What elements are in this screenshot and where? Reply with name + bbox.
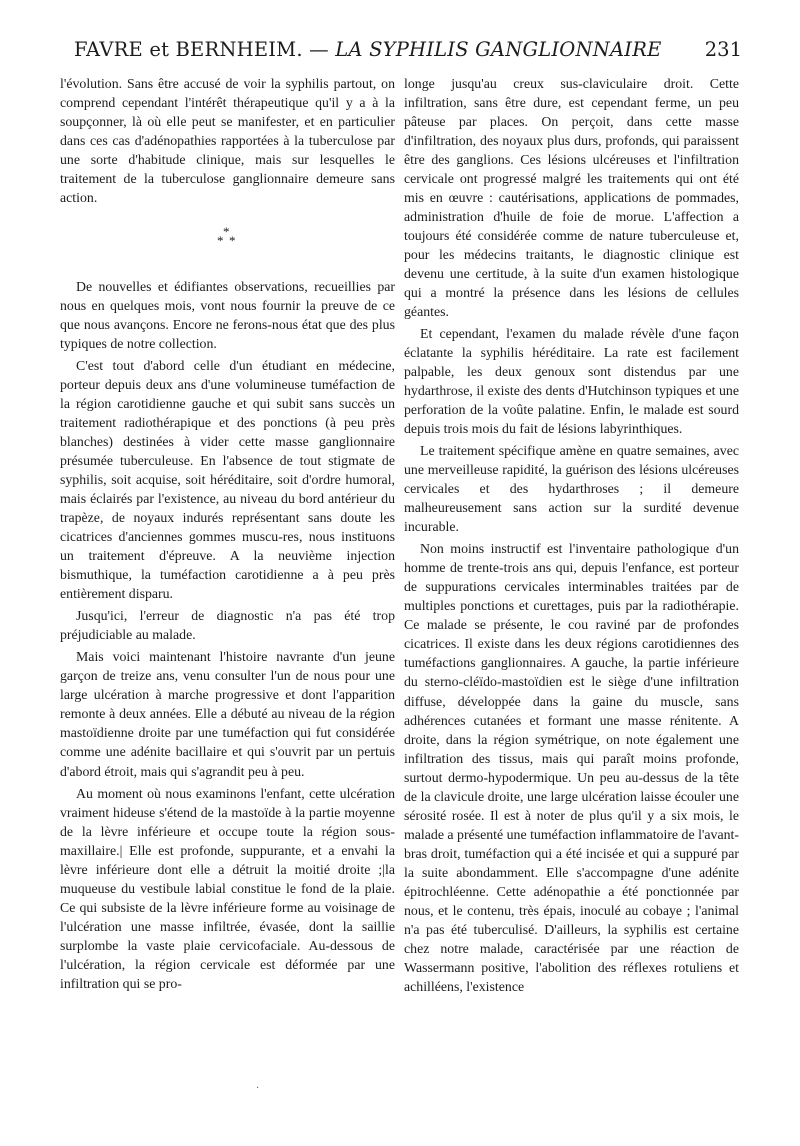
footer-mark: . xyxy=(256,1080,260,1091)
paragraph-left-4: Jusqu'ici, l'erreur de diagnostic n'a pas été trop préjudiciable au malade. xyxy=(60,608,395,643)
paragraph-left-2: De nouvelles et édifiantes observations, recueillies par nous en quelques mois, vont nous fournir la preuve de ce que nous avançons. Encore ne ferons-nous état que des plus typiques de notre collection. xyxy=(60,279,395,352)
asterism-star-left: * xyxy=(217,233,224,249)
left-column xyxy=(60,74,395,993)
right-column xyxy=(404,74,739,996)
paragraph-left-3: C'est tout d'abord celle d'un étudiant en médecine, porteur depuis deux ans d'une volumineuse tuméfaction de la région carotidienne gauche et qui subit sans succès un traitement radiothérapique et des ponctions (à peu près blanches) destinées à vider cette masse ganglionnaire présumée tuberculeuse. En l'absence de tout stigmate de syphilis, soit acquise, soit héréditaire, soit d'ordre humoral, mais éclairés par l'existence, au niveau du bord antérieur du trapèze, de noyaux indurés représentant sans doute les cicatrices d'anciennes gommes muscu-res, nous instituons un traitement d'épreuve. A la neuvième injection bismuthique, la tuméfaction carotidienne a à peu près entièrement disparu. xyxy=(60,358,395,602)
asterism-star-top: * xyxy=(223,224,230,240)
paragraph-left-6: Au moment où nous examinons l'enfant, cette ulcération vraiment hideuse s'étend de la mastoïde à la partie moyenne de la lèvre inférieure et occupe toute la région sous-maxillaire.| Elle est profonde, suppurante, et a envahi la lèvre inférieure dont elle a détruit la moitié droite ;|la muqueuse du vestibule labial constitue le fond de la plaie. Ce qui subsiste de la lèvre inférieure forme au voisinage de l'ulcération une masse infiltrée, évasée, dont la saillie surplombe la vaste plaie cervicofaciale. Au-dessous de l'ulcération, la région cervicale est déformée par une infiltration qui se pro- xyxy=(60,785,395,991)
running-title-authors: FAVRE et BERNHEIM. — xyxy=(74,38,329,61)
paragraph-right-2: Et cependant, l'examen du malade révèle d'une façon éclatante la syphilis héréditaire. La rate est facilement palpable, les deux genoux sont distendus par une hydarthrose, il existe des dents d'Hutchinson typiques et une perforation de la voûte palatine. Enfin, le malade est sourd depuis trois mois du fait de lésions labyrinthiques. xyxy=(404,326,739,437)
paragraph-left-5: Mais voici maintenant l'histoire navrante d'un jeune garçon de treize ans, venu consulter l'un de nous pour une large ulcération à marche progressive et dont l'apparition remonte à deux années. Elle a débuté au niveau de la région mastoïdienne droite par une tuméfaction qui fut considérée comme une adénite bacillaire et qui s'ouvrit par un pertuis d'abord étroit, mais qui s'agrandit peu à peu. xyxy=(60,649,395,779)
paragraph-right-1: longe jusqu'au creux sus-claviculaire droit. Cette infiltration, sans être dure, est cependant ferme, un peu pâteuse par places. On perçoit, dans cette masse d'infiltration, des noyaux plus durs, profonds, qui paraissent être des ganglions. Ces lésions ulcéreuses et l'infiltration cervicale ont progressé malgré les traitements qui ont été mis en œuvre : cautérisations, applications de pommades, administration d'huile de foie de morue. L'affection a toujours été considérée comme de nature tuberculeuse et, pour les médecins traitants, le diagnostic clinique est devenu une certitude, à la suite d'un examen histologique qui a montré la présence dans les lésions de cellules géantes. xyxy=(404,76,739,320)
running-title-subject: LA SYPHILIS GANGLIONNAIRE xyxy=(335,38,662,61)
page-number: 231 xyxy=(704,38,742,61)
asterism-star-right: * xyxy=(229,233,236,249)
paragraph-right-4: Non moins instructif est l'inventaire pathologique d'un homme de trente-trois ans qui, depuis l'enfance, est porteur de suppurations cervicales interminables traitées par de multiples ponctions et curettages, puis par la radiothérapie. Ce malade se présente, le cou raviné par de profondes cicatrices. Il existe dans les deux régions carotidiennes des tuméfactions ganglionnaires. A gauche, la partie inférieure du sterno-cléïdo-mastoïdien est le siège d'une infiltration diffuse, développée dans la gaine du muscle, sans adhérences cutanées et formant une masse rénitente. A droite, dans la région symétrique, on note également une infiltration des tissus, mais qui paraît moins profonde, surtout dermo-hypodermique. Un peu au-dessus de la tête de la clavicule droite, une large ulcération laisse écouler une sérosité rosée. Il est à noter de plus qu'il y a six mois, le malade a présenté une tuméfaction inflammatoire de l'avant-bras droit, tuméfaction qui a été incisée et qui a suppuré par la suite abondamment. Elle s'accompagne d'une adénite épitrochléenne. Cette adénopathie a été ponctionnée par nous, et le contenu, très épais, inoculé au cobaye ; l'animal n'a pas été tuberculisé. D'ailleurs, la syphilis est certaine chez notre malade, caractérisée par une réaction de Wassermann positive, l'abolition des réflexes rotuliens et achilléens, l'existence xyxy=(404,541,739,994)
asterism-separator xyxy=(60,225,395,253)
paragraph-right-3: Le traitement spécifique amène en quatre semaines, avec une merveilleuse rapidité, la guérison des lésions ulcéreuses cervicales et des hydarthroses ; il demeure malheureusement sans action sur la surdité devenue incurable. xyxy=(404,443,739,535)
running-title xyxy=(74,38,662,61)
paragraph-left-1: l'évolution. Sans être accusé de voir la syphilis partout, on comprend cependant l'intérêt thérapeutique qu'il y a à la soupçonner, là où elle peut se manifester, et en particulier dans ces cas d'adénopathies rapportées à la tuberculose par une sorte d'habitude clinique, mais sur lesquelles le traitement de la tuberculose ganglionnaire demeure sans action. xyxy=(60,76,395,206)
running-header xyxy=(60,38,742,62)
